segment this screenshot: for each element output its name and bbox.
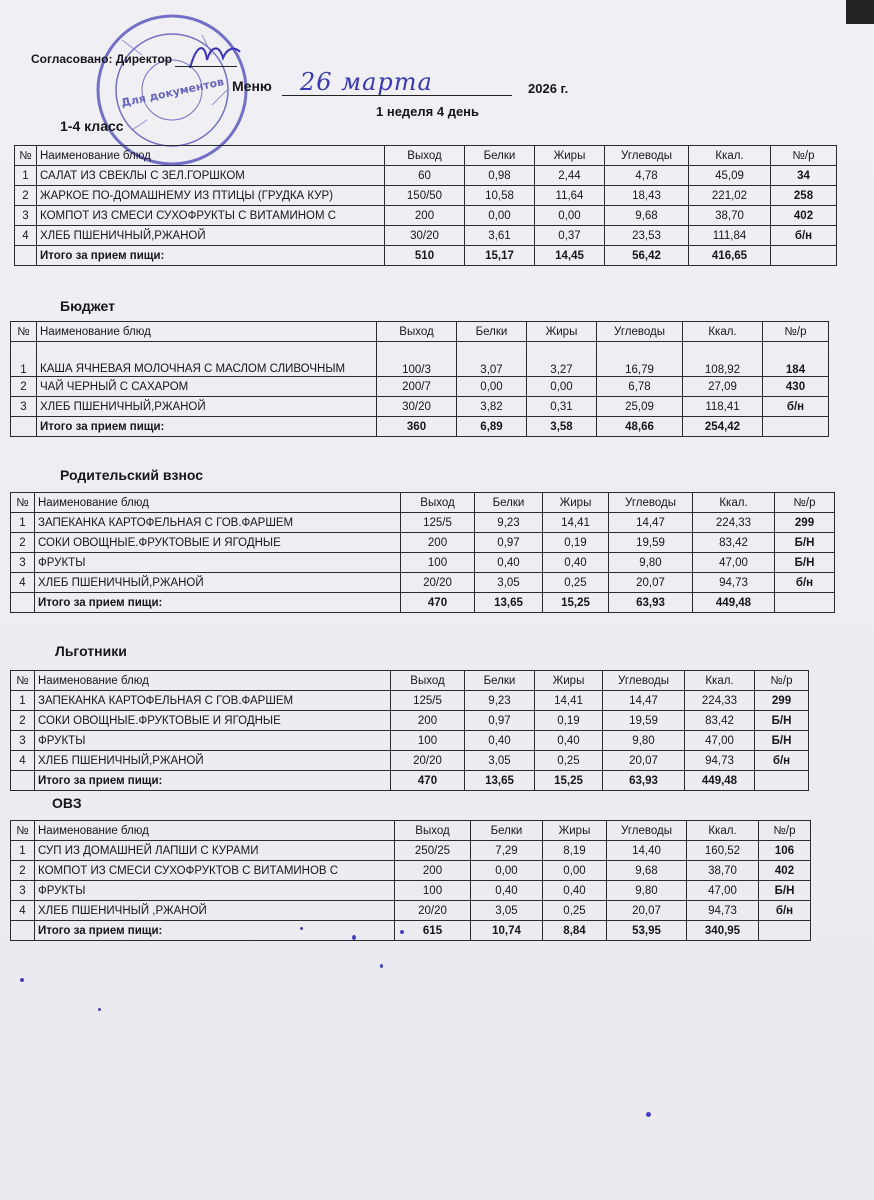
column-header: Белки [465, 146, 535, 166]
cell-value: 3,61 [465, 226, 535, 246]
cell-value: 200/7 [377, 377, 457, 397]
cell-value: 200 [385, 206, 465, 226]
column-header: Жиры [535, 671, 603, 691]
cell-value: 38,70 [689, 206, 771, 226]
column-header: Ккал. [693, 493, 775, 513]
total-row [15, 246, 837, 266]
table-row [11, 573, 835, 593]
cell-value: 20,07 [607, 901, 687, 921]
cell-value: 108,92 [683, 342, 763, 377]
cell-value: 160,52 [687, 841, 759, 861]
column-header: Белки [457, 322, 527, 342]
cell-value: 60 [385, 166, 465, 186]
total-value: 56,42 [605, 246, 689, 266]
total-value: 15,25 [535, 771, 603, 791]
table-row [15, 186, 837, 206]
cell-value: 0,19 [535, 711, 603, 731]
total-row [11, 921, 811, 941]
table-row [11, 513, 835, 533]
column-header: Наименование блюд [37, 146, 385, 166]
cell-value: 47,00 [693, 553, 775, 573]
total-value [775, 593, 835, 613]
row-number: 4 [11, 901, 35, 921]
total-blank-cell [15, 246, 37, 266]
row-number: 3 [11, 731, 35, 751]
cell-value: 83,42 [685, 711, 755, 731]
cell-value: 0,97 [475, 533, 543, 553]
table-row [11, 553, 835, 573]
date-line [282, 95, 512, 96]
total-value [759, 921, 811, 941]
cell-value: 0,00 [457, 377, 527, 397]
total-value: 470 [401, 593, 475, 613]
total-value [763, 417, 829, 437]
table-header-row [11, 322, 829, 342]
row-number: 2 [11, 861, 35, 881]
total-value: 449,48 [693, 593, 775, 613]
cell-value: 200 [391, 711, 465, 731]
cell-value: б/н [775, 573, 835, 593]
cell-value: 224,33 [685, 691, 755, 711]
signature-line [175, 66, 237, 67]
total-row [11, 417, 829, 437]
cell-value: 200 [401, 533, 475, 553]
cell-value: б/н [755, 751, 809, 771]
cell-value: 402 [759, 861, 811, 881]
total-blank-cell [11, 921, 35, 941]
cell-value: Б/Н [755, 711, 809, 731]
column-header: Углеводы [609, 493, 693, 513]
cell-value: Б/Н [759, 881, 811, 901]
total-value: 3,58 [527, 417, 597, 437]
cell-value: 47,00 [687, 881, 759, 901]
cell-value: 14,41 [543, 513, 609, 533]
column-header: Углеводы [607, 821, 687, 841]
cell-value: 258 [771, 186, 837, 206]
stamp-text: Для документов [119, 75, 226, 110]
director-signature [185, 38, 245, 78]
cell-value: 0,25 [535, 751, 603, 771]
total-blank-cell [11, 593, 35, 613]
cell-value: 0,40 [543, 553, 609, 573]
column-header: №/р [759, 821, 811, 841]
cell-value: 45,09 [689, 166, 771, 186]
dish-name: ХЛЕБ ПШЕНИЧНЫЙ,РЖАНОЙ [35, 751, 391, 771]
cell-value: 9,80 [603, 731, 685, 751]
total-row [11, 593, 835, 613]
cell-value: 106 [759, 841, 811, 861]
cell-value: 6,78 [597, 377, 683, 397]
menu-table [10, 321, 829, 437]
total-label: Итого за прием пищи: [37, 246, 385, 266]
cell-value: б/н [763, 397, 829, 417]
table-header-row [11, 671, 809, 691]
table-header-row [11, 493, 835, 513]
total-label: Итого за прием пищи: [35, 593, 401, 613]
cell-value: 10,58 [465, 186, 535, 206]
cell-value: 111,84 [689, 226, 771, 246]
dish-name: СОКИ ОВОЩНЫЕ.ФРУКТОВЫЕ И ЯГОДНЫЕ [35, 533, 401, 553]
table-row [11, 751, 809, 771]
column-header: Углеводы [605, 146, 689, 166]
total-value: 6,89 [457, 417, 527, 437]
column-header: Выход [401, 493, 475, 513]
column-header: № [11, 671, 35, 691]
table-row [11, 841, 811, 861]
dish-name: ФРУКТЫ [35, 881, 395, 901]
row-number: 1 [11, 513, 35, 533]
column-header: Углеводы [597, 322, 683, 342]
cell-value: 100 [395, 881, 471, 901]
table-row [11, 377, 829, 397]
total-value: 615 [395, 921, 471, 941]
cell-value: 38,70 [687, 861, 759, 881]
cell-value: 0,00 [543, 861, 607, 881]
row-number: 2 [11, 711, 35, 731]
cell-value: 0,40 [471, 881, 543, 901]
table-row [11, 861, 811, 881]
column-header: Выход [377, 322, 457, 342]
cell-value: 0,98 [465, 166, 535, 186]
table-header-row [11, 821, 811, 841]
column-header: Жиры [543, 493, 609, 513]
dish-name: СУП ИЗ ДОМАШНЕЙ ЛАПШИ С КУРАМИ [35, 841, 395, 861]
column-header: Белки [465, 671, 535, 691]
column-header: №/р [763, 322, 829, 342]
week-day-label: 1 неделя 4 день [376, 104, 480, 119]
column-header: № [11, 493, 35, 513]
menu-table [14, 145, 837, 266]
cell-value: 27,09 [683, 377, 763, 397]
column-header: Ккал. [683, 322, 763, 342]
cell-value: 20/20 [395, 901, 471, 921]
cell-value: 16,79 [597, 342, 683, 377]
cell-value: 184 [763, 342, 829, 377]
column-header: Белки [471, 821, 543, 841]
cell-value: 9,80 [607, 881, 687, 901]
table-row [11, 881, 811, 901]
total-value: 8,84 [543, 921, 607, 941]
total-value: 53,95 [607, 921, 687, 941]
cell-value: 100 [391, 731, 465, 751]
cell-value: 0,37 [535, 226, 605, 246]
total-value: 510 [385, 246, 465, 266]
total-label: Итого за прием пищи: [35, 771, 391, 791]
cell-value: 94,73 [693, 573, 775, 593]
column-header: №/р [771, 146, 837, 166]
column-header: Ккал. [685, 671, 755, 691]
total-value: 10,74 [471, 921, 543, 941]
cell-value: 34 [771, 166, 837, 186]
cell-value: 430 [763, 377, 829, 397]
total-value: 48,66 [597, 417, 683, 437]
total-value: 449,48 [685, 771, 755, 791]
cell-value: 3,05 [465, 751, 535, 771]
cell-value: 94,73 [687, 901, 759, 921]
column-header: Наименование блюд [35, 671, 391, 691]
cell-value: 9,23 [465, 691, 535, 711]
cell-value: 221,02 [689, 186, 771, 206]
cell-value: 25,09 [597, 397, 683, 417]
cell-value: 0,00 [527, 377, 597, 397]
total-blank-cell [11, 771, 35, 791]
total-value: 15,17 [465, 246, 535, 266]
total-value: 63,93 [603, 771, 685, 791]
cell-value: 0,40 [535, 731, 603, 751]
dish-name: СОКИ ОВОЩНЫЕ.ФРУКТОВЫЕ И ЯГОДНЫЕ [35, 711, 391, 731]
column-header: № [11, 322, 37, 342]
table-row [11, 901, 811, 921]
cell-value: 8,19 [543, 841, 607, 861]
cell-value: 0,00 [471, 861, 543, 881]
cell-value: 4,78 [605, 166, 689, 186]
row-number: 4 [15, 226, 37, 246]
cell-value: 20/20 [391, 751, 465, 771]
dish-name: ХЛЕБ ПШЕНИЧНЫЙ,РЖАНОЙ [37, 226, 385, 246]
table-row [15, 166, 837, 186]
cell-value: 47,00 [685, 731, 755, 751]
menu-table [10, 670, 809, 791]
cell-value: 3,05 [475, 573, 543, 593]
table-row [11, 711, 809, 731]
column-header: Выход [385, 146, 465, 166]
approval-label: Согласовано: Директор [31, 52, 173, 66]
cell-value: 0,00 [535, 206, 605, 226]
cell-value: 3,07 [457, 342, 527, 377]
cell-value: 250/25 [395, 841, 471, 861]
cell-value: 94,73 [685, 751, 755, 771]
cell-value: 9,80 [609, 553, 693, 573]
total-label: Итого за прием пищи: [35, 921, 395, 941]
cell-value: 224,33 [693, 513, 775, 533]
cell-value: 402 [771, 206, 837, 226]
menu-table [10, 492, 835, 613]
dish-name: КОМПОТ ИЗ СМЕСИ СУХОФРУКТОВ С ВИТАМИНОВ С [35, 861, 395, 881]
cell-value: 30/20 [377, 397, 457, 417]
column-header: № [15, 146, 37, 166]
year-label: 2026 г. [528, 81, 569, 96]
total-value: 254,42 [683, 417, 763, 437]
dish-name: САЛАТ ИЗ СВЕКЛЫ С ЗЕЛ.ГОРШКОМ [37, 166, 385, 186]
cell-value: 3,27 [527, 342, 597, 377]
cell-value: 14,40 [607, 841, 687, 861]
row-number: 1 [11, 342, 37, 377]
cell-value: 9,23 [475, 513, 543, 533]
total-value: 13,65 [465, 771, 535, 791]
row-number: 2 [15, 186, 37, 206]
handwritten-date: 26 марта [300, 68, 433, 96]
table-header-row [15, 146, 837, 166]
total-row [11, 771, 809, 791]
row-number: 1 [15, 166, 37, 186]
menu-table [10, 820, 811, 941]
total-label: Итого за прием пищи: [37, 417, 377, 437]
table-row [11, 342, 829, 377]
table-row [11, 691, 809, 711]
column-header: Белки [475, 493, 543, 513]
cell-value: 30/20 [385, 226, 465, 246]
row-number: 2 [11, 377, 37, 397]
dish-name: ЖАРКОЕ ПО-ДОМАШНЕМУ ИЗ ПТИЦЫ (ГРУДКА КУР) [37, 186, 385, 206]
cell-value: 18,43 [605, 186, 689, 206]
row-number: 1 [11, 841, 35, 861]
total-value: 360 [377, 417, 457, 437]
column-header: №/р [755, 671, 809, 691]
cell-value: 0,25 [543, 573, 609, 593]
cell-value: 14,47 [603, 691, 685, 711]
dish-name: ХЛЕБ ПШЕНИЧНЫЙ ,РЖАНОЙ [35, 901, 395, 921]
total-value: 15,25 [543, 593, 609, 613]
table-row [15, 206, 837, 226]
cell-value: 19,59 [609, 533, 693, 553]
row-number: 3 [11, 553, 35, 573]
total-value: 470 [391, 771, 465, 791]
cell-value: Б/Н [775, 553, 835, 573]
cell-value: 0,31 [527, 397, 597, 417]
section-title: 1-4 класс [60, 118, 124, 134]
row-number: 3 [11, 397, 37, 417]
section-title: ОВЗ [52, 795, 82, 811]
column-header: Жиры [535, 146, 605, 166]
cell-value: б/н [759, 901, 811, 921]
cell-value: 83,42 [693, 533, 775, 553]
column-header: №/р [775, 493, 835, 513]
cell-value: 14,41 [535, 691, 603, 711]
table-row [15, 226, 837, 246]
cell-value: 0,19 [543, 533, 609, 553]
cell-value: 7,29 [471, 841, 543, 861]
table-row [11, 533, 835, 553]
total-value: 13,65 [475, 593, 543, 613]
dish-name: КАША ЯЧНЕВАЯ МОЛОЧНАЯ С МАСЛОМ СЛИВОЧНЫМ [37, 342, 377, 377]
cell-value: 0,40 [475, 553, 543, 573]
column-header: Жиры [527, 322, 597, 342]
dish-name: ЗАПЕКАНКА КАРТОФЕЛЬНАЯ С ГОВ.ФАРШЕМ [35, 691, 391, 711]
scan-corner [846, 0, 874, 24]
row-number: 2 [11, 533, 35, 553]
total-value: 416,65 [689, 246, 771, 266]
cell-value: 3,05 [471, 901, 543, 921]
total-value: 340,95 [687, 921, 759, 941]
section-title: Льготники [55, 643, 127, 659]
cell-value: 20,07 [603, 751, 685, 771]
column-header: Наименование блюд [35, 821, 395, 841]
cell-value: 0,40 [465, 731, 535, 751]
cell-value: 125/5 [391, 691, 465, 711]
cell-value: 19,59 [603, 711, 685, 731]
row-number: 4 [11, 751, 35, 771]
cell-value: 125/5 [401, 513, 475, 533]
table-row [11, 397, 829, 417]
cell-value: 299 [775, 513, 835, 533]
cell-value: Б/Н [775, 533, 835, 553]
cell-value: 200 [395, 861, 471, 881]
row-number: 1 [11, 691, 35, 711]
menu-title: Меню [232, 78, 272, 94]
dish-name: ФРУКТЫ [35, 553, 401, 573]
cell-value: 23,53 [605, 226, 689, 246]
cell-value: 11,64 [535, 186, 605, 206]
section-title: Родительский взнос [60, 467, 204, 483]
cell-value: 100/3 [377, 342, 457, 377]
section-title: Бюджет [60, 298, 115, 314]
cell-value: 20,07 [609, 573, 693, 593]
dish-name: ЧАЙ ЧЕРНЫЙ С САХАРОМ [37, 377, 377, 397]
total-value [755, 771, 809, 791]
cell-value: 2,44 [535, 166, 605, 186]
cell-value: 299 [755, 691, 809, 711]
cell-value: 118,41 [683, 397, 763, 417]
column-header: Ккал. [687, 821, 759, 841]
column-header: Углеводы [603, 671, 685, 691]
row-number: 3 [11, 881, 35, 901]
cell-value: 0,40 [543, 881, 607, 901]
dish-name: ХЛЕБ ПШЕНИЧНЫЙ,РЖАНОЙ [37, 397, 377, 417]
cell-value: 14,47 [609, 513, 693, 533]
column-header: Ккал. [689, 146, 771, 166]
cell-value: 9,68 [605, 206, 689, 226]
dish-name: ХЛЕБ ПШЕНИЧНЫЙ,РЖАНОЙ [35, 573, 401, 593]
cell-value: 100 [401, 553, 475, 573]
cell-value: 9,68 [607, 861, 687, 881]
cell-value: 20/20 [401, 573, 475, 593]
total-value [771, 246, 837, 266]
total-value: 14,45 [535, 246, 605, 266]
table-row [11, 731, 809, 751]
cell-value: 3,82 [457, 397, 527, 417]
column-header: Выход [391, 671, 465, 691]
cell-value: 0,00 [465, 206, 535, 226]
dish-name: ФРУКТЫ [35, 731, 391, 751]
column-header: Выход [395, 821, 471, 841]
cell-value: Б/Н [755, 731, 809, 751]
column-header: Наименование блюд [35, 493, 401, 513]
column-header: Наименование блюд [37, 322, 377, 342]
cell-value: 0,97 [465, 711, 535, 731]
row-number: 3 [15, 206, 37, 226]
column-header: № [11, 821, 35, 841]
row-number: 4 [11, 573, 35, 593]
cell-value: б/н [771, 226, 837, 246]
dish-name: ЗАПЕКАНКА КАРТОФЕЛЬНАЯ С ГОВ.ФАРШЕМ [35, 513, 401, 533]
column-header: Жиры [543, 821, 607, 841]
total-value: 63,93 [609, 593, 693, 613]
cell-value: 0,25 [543, 901, 607, 921]
cell-value: 150/50 [385, 186, 465, 206]
total-blank-cell [11, 417, 37, 437]
dish-name: КОМПОТ ИЗ СМЕСИ СУХОФРУКТЫ С ВИТАМИНОМ С [37, 206, 385, 226]
